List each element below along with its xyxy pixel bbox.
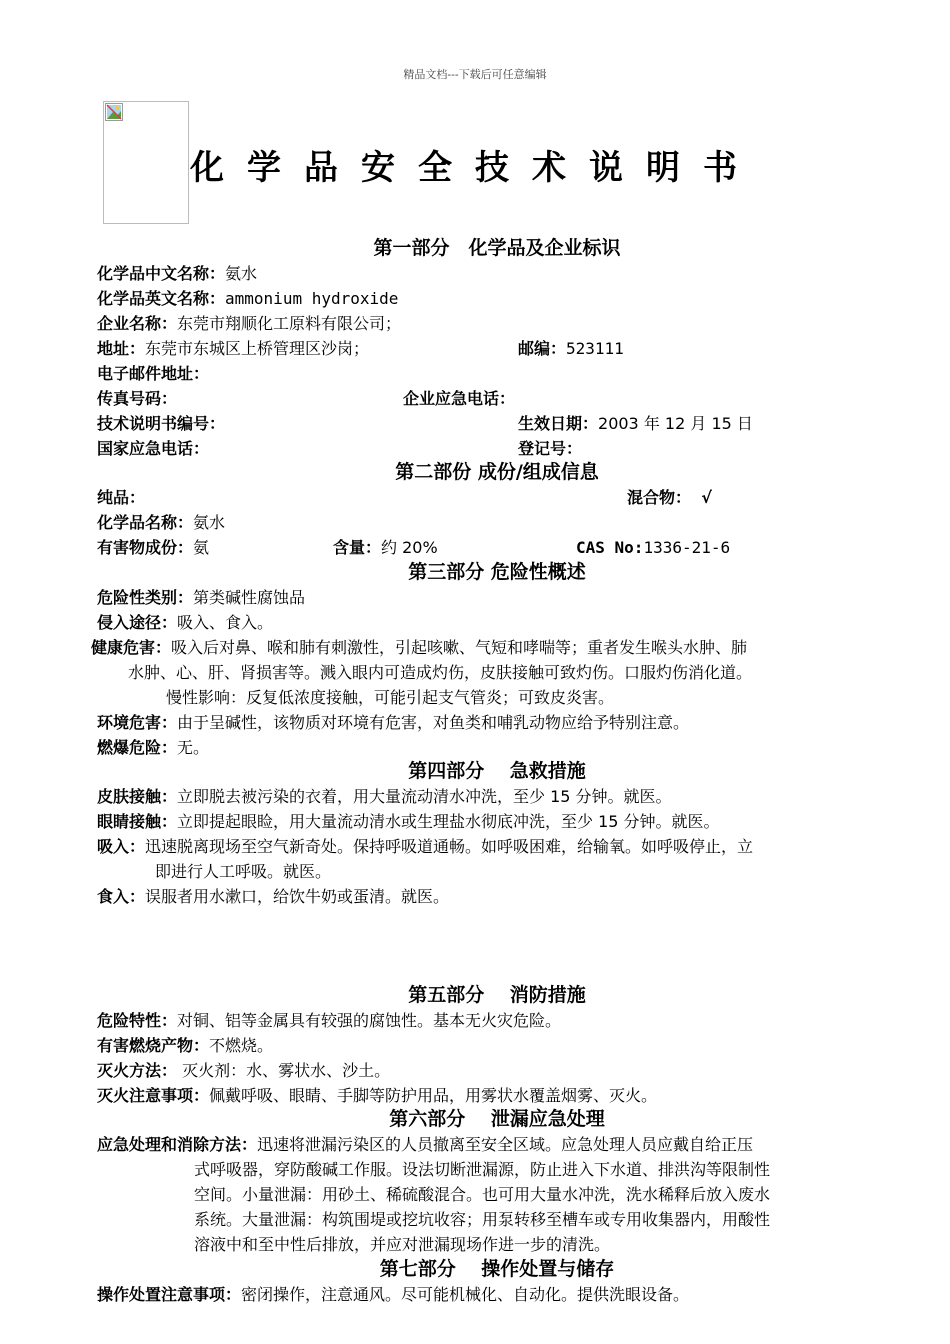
pure-label: 纯品： [97,488,146,507]
env-label: 环境危害： [97,713,178,732]
ingest-value: 误服者用水漱口，给饮牛奶或蛋清。就医。 [145,887,450,906]
leak-label: 应急处理和消除方法： [97,1135,258,1154]
address-value: 东莞市东城区上桥管理区沙岗； [145,339,370,358]
inhale-line-2: 即进行人工呼吸。就医。 [155,862,332,881]
health-label: 健康危害： [91,638,172,657]
watermark: 精品文档---下载后可任意编辑 [403,68,547,81]
inhale-row [97,834,753,859]
cas-value: 1336-21-6 [643,538,731,557]
document-title: 化学品安全技术说明书 [190,148,760,188]
leak-line-2: 式呼吸器，穿防酸碱工作服。设法切断泄漏源，防止进入下水道、排洪沟等限制性 [194,1160,771,1179]
en-name-label: 化学品英文名称： [97,289,226,308]
env-row [97,710,689,735]
combustion-label: 有害燃烧产物： [97,1036,210,1055]
route-label: 侵入途径： [97,613,178,632]
operation-row [97,1282,689,1307]
operation-label: 操作处置注意事项： [97,1285,242,1304]
part2-heading: 第二部份 成份/组成信息 [395,461,599,483]
method-label: 灭火方法： [97,1061,178,1080]
eye-row [97,809,720,834]
leak-line-5: 溶液中和至中性后排放，并应对泄漏现场作进一步的清洗。 [194,1235,611,1254]
effective-date-row [518,411,753,436]
leak-line-3: 空间。小量泄漏：用砂土、稀硫酸混合。也可用大量水冲洗，洗水稀释后放入废水 [194,1185,771,1204]
category-value: 第类碱性腐蚀品 [193,588,306,607]
note-row [97,1083,657,1108]
health-line-3: 慢性影响：反复低浓度接触，可能引起支气管炎；可致皮炎害。 [166,688,615,707]
mixture-row [627,485,712,510]
postcode-row [518,336,624,361]
route-row [97,610,273,635]
part1-heading: 第一部分 化学品及企业标识 [373,237,621,259]
inhale-label: 吸入： [97,837,146,856]
chem-name-label: 化学品名称： [97,513,194,532]
method-row [97,1058,390,1083]
fire-row [97,735,209,760]
leak-row [97,1132,753,1157]
hazard-comp-value: 氨 [193,538,210,557]
hazard-value: 对铜、铝等金属具有较强的腐蚀性。基本无火灾危险。 [177,1011,562,1030]
cn-name-row [97,261,257,286]
health-row [91,635,747,660]
emergency-tel-label: 企业应急电话： [403,389,516,408]
cas-row [576,535,730,560]
email-label: 电子邮件地址： [97,364,210,383]
leak-line-4: 系统。大量泄漏：构筑围堤或挖坑收容；用泵转移至槽车或专用收集器内，用酸性 [194,1210,771,1229]
hazard-row [97,1008,561,1033]
hazard-comp-label: 有害物成份： [97,538,194,557]
part3-heading: 第三部分 危险性概述 [408,561,586,583]
en-name-row [97,286,398,311]
fax-label: 传真号码： [97,389,178,408]
fire-value: 无。 [177,738,210,757]
fire-label: 燃爆危险： [97,738,178,757]
company-label: 企业名称： [97,314,178,333]
content-label: 含量： [333,538,382,557]
cas-label: CAS No: [576,538,644,557]
combustion-value: 不燃烧。 [209,1036,274,1055]
eye-label: 眼睛接触： [97,812,178,831]
chem-name-value: 氨水 [193,513,226,532]
national-tel-label: 国家应急电话： [97,439,210,458]
content-row [333,535,438,560]
ingest-label: 食入： [97,887,146,906]
route-value: 吸入、食入。 [177,613,274,632]
ingest-row [97,884,449,909]
en-name-value: ammonium hydroxide [225,289,399,308]
address-row [97,336,369,361]
inhale-line-1: 迅速脱离现场至空气新奇处。保持呼吸道通畅。如呼吸困难，给输氧。如呼吸停止，立 [145,837,754,856]
part6-heading: 第六部分 泄漏应急处理 [389,1108,605,1130]
effective-date-label: 生效日期： [518,414,599,433]
operation-value: 密闭操作，注意通风。尽可能机械化、自动化。提供洗眼设备。 [241,1285,690,1304]
postcode-label: 邮编： [518,339,567,358]
broken-image-icon [105,103,123,121]
category-label: 危险性类别： [97,588,194,607]
cn-name-value: 氨水 [225,264,258,283]
health-line-1: 吸入后对鼻、喉和肺有刺激性，引起咳嗽、气短和哮喘等；重者发生喉头水肿、肺 [171,638,748,657]
method-value: 灭火剂：水、雾状水、沙土。 [177,1061,391,1080]
hazard-comp-row [97,535,209,560]
mixture-label: 混合物： [627,488,692,507]
skin-value: 立即脱去被污染的衣着，用大量流动清水冲洗，至少 15 分钟。就医。 [177,787,672,806]
part7-heading: 第七部分 操作处置与储存 [379,1258,615,1280]
mixture-check-mark: √ [701,488,712,507]
company-value: 东莞市翔顺化工原料有限公司； [177,314,402,333]
leak-line-1: 迅速将泄漏污染区的人员撤离至安全区域。应急处理人员应戴自给正压 [257,1135,754,1154]
cn-name-label: 化学品中文名称： [97,264,226,283]
hazard-label: 危险特性： [97,1011,178,1030]
skin-row [97,784,672,809]
address-label: 地址： [97,339,146,358]
content-value: 约 20% [381,538,438,557]
health-line-2: 水肿、心、肝、肾损害等。溅入眼内可造成灼伤，皮肤接触可致灼伤。口服灼伤消化道。 [128,663,753,682]
chem-name-row [97,510,225,535]
note-label: 灭火注意事项： [97,1086,210,1105]
combustion-row [97,1033,273,1058]
eye-value: 立即提起眼睑，用大量流动清水或生理盐水彻底冲洗，至少 15 分钟。就医。 [177,812,720,831]
part4-heading: 第四部分 急救措施 [408,760,586,782]
category-row [97,585,305,610]
reg-no-label: 登记号： [518,439,583,458]
effective-date-value: 2003 年 12 月 15 日 [598,414,753,433]
skin-label: 皮肤接触： [97,787,178,806]
sds-no-label: 技术说明书编号： [97,414,226,433]
part5-heading: 第五部分 消防措施 [408,984,586,1006]
note-value: 佩戴呼吸、眼睛、手脚等防护用品，用雾状水覆盖烟雾、灭火。 [209,1086,658,1105]
company-row [97,311,401,336]
postcode-value: 523111 [566,339,624,358]
env-value: 由于呈碱性，该物质对环境有危害，对鱼类和哺乳动物应给予特别注意。 [177,713,690,732]
